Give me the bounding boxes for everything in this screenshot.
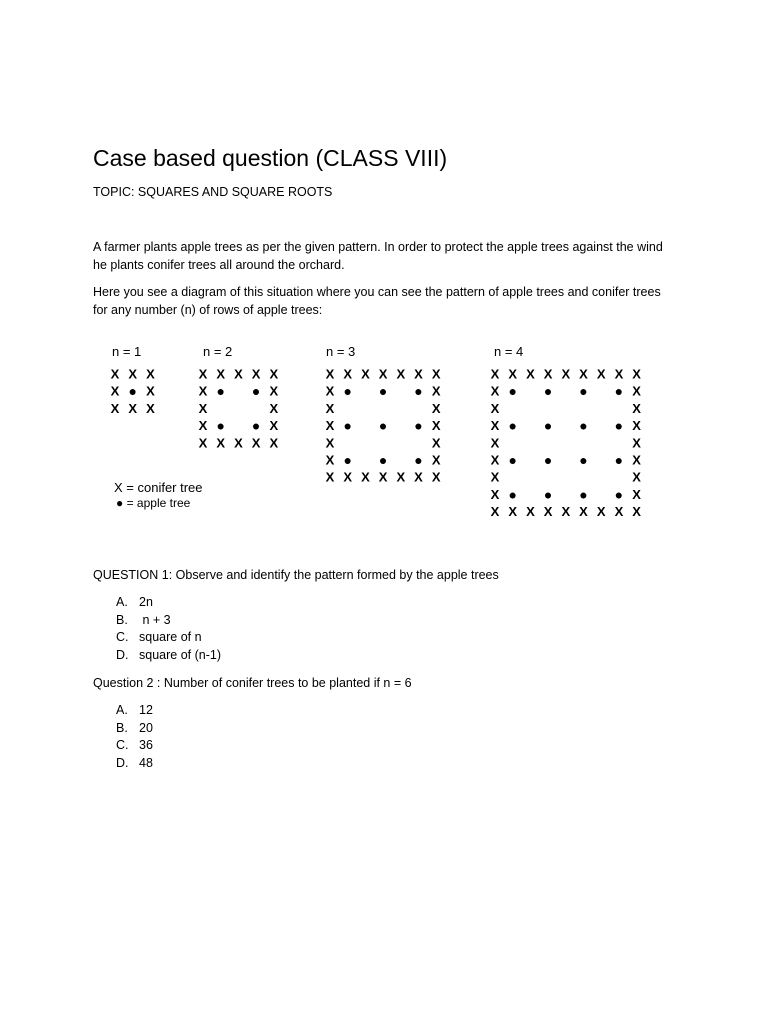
conifer-tree-mark: X: [110, 400, 120, 416]
intro-paragraph: A farmer plants apple trees as per the given pattern. In order to protect the apple trees against the wind he plants conifer trees all around the orchard.: [93, 240, 663, 272]
conifer-tree-mark: X: [508, 366, 518, 382]
panel-label: n = 4: [494, 344, 524, 359]
conifer-tree-mark: X: [234, 366, 243, 382]
conifer-tree-mark: X: [632, 452, 641, 468]
apple-tree-mark: ●: [614, 486, 624, 503]
conifer-tree-mark: X: [632, 418, 641, 434]
conifer-tree-mark: X: [508, 504, 518, 520]
conifer-tree-mark: X: [561, 366, 571, 382]
conifer-tree-mark: X: [234, 435, 243, 451]
apple-tree-mark: ●: [543, 383, 553, 400]
question-2-options: [116, 702, 153, 772]
conifer-tree-mark: X: [269, 383, 279, 399]
question-2-text: Question 2 : Number of conifer trees to be planted if n = 6: [93, 676, 412, 690]
conifer-tree-mark: X: [490, 435, 500, 451]
apple-tree-mark: ●: [343, 383, 352, 400]
conifer-tree-mark: X: [343, 366, 353, 382]
option-letter: D.: [116, 647, 129, 662]
option-text: 20: [139, 720, 153, 735]
conifer-tree-mark: X: [198, 400, 208, 416]
conifer-tree-mark: X: [325, 452, 335, 468]
conifer-tree-mark: X: [614, 504, 624, 520]
conifer-tree-mark: X: [632, 366, 641, 382]
option-a: [116, 594, 221, 612]
conifer-tree-mark: X: [632, 504, 641, 520]
conifer-tree-mark: X: [490, 469, 500, 485]
apple-tree-mark: ●: [614, 417, 624, 434]
apple-tree-mark: ●: [614, 452, 624, 468]
conifer-tree-mark: X: [561, 504, 571, 520]
conifer-tree-mark: X: [146, 366, 155, 382]
option-d: [116, 647, 221, 665]
conifer-tree-mark: X: [343, 469, 353, 485]
conifer-tree-mark: X: [596, 366, 606, 382]
conifer-tree-mark: X: [361, 366, 370, 382]
conifer-tree-mark: X: [216, 435, 226, 451]
conifer-tree-mark: X: [431, 418, 441, 434]
conifer-tree-mark: X: [146, 383, 155, 399]
conifer-tree-mark: X: [198, 383, 208, 399]
tree-pattern-diagram: [100, 340, 645, 522]
panel-label: n = 3: [326, 344, 356, 359]
conifer-tree-mark: X: [269, 400, 279, 416]
conifer-tree-mark: X: [431, 435, 441, 451]
conifer-tree-mark: X: [632, 469, 641, 485]
option-text: n + 3: [139, 612, 171, 627]
option-letter: C.: [116, 630, 129, 644]
option-text: 2n: [139, 595, 153, 609]
apple-tree-mark: ●: [579, 417, 588, 434]
option-d: [116, 755, 153, 773]
conifer-tree-mark: X: [110, 383, 120, 399]
conifer-tree-mark: X: [490, 418, 500, 434]
conifer-tree-mark: X: [198, 435, 208, 451]
page-title: Case based question (CLASS VIII): [93, 145, 448, 171]
conifer-tree-mark: X: [579, 504, 588, 520]
conifer-tree-mark: X: [526, 504, 535, 520]
conifer-tree-mark: X: [596, 504, 606, 520]
conifer-tree-mark: X: [269, 366, 279, 382]
conifer-tree-mark: X: [269, 418, 279, 434]
conifer-tree-mark: X: [325, 469, 335, 485]
option-letter: C.: [116, 738, 129, 752]
option-letter: D.: [116, 755, 129, 770]
conifer-tree-mark: X: [378, 469, 388, 485]
conifer-tree-mark: X: [543, 366, 553, 382]
option-letter: A.: [116, 595, 128, 609]
apple-tree-mark: ●: [614, 383, 624, 400]
apple-tree-mark: ●: [378, 417, 388, 434]
apple-tree-mark: ●: [508, 452, 517, 468]
apple-tree-mark: ●: [579, 452, 588, 468]
conifer-tree-mark: X: [198, 418, 208, 434]
conifer-tree-mark: X: [490, 400, 500, 416]
diagram-legend: [114, 480, 203, 510]
apple-tree-mark: ●: [414, 452, 423, 468]
conifer-tree-mark: X: [632, 486, 641, 502]
conifer-tree-mark: X: [431, 452, 441, 468]
option-letter: A.: [116, 703, 128, 717]
pattern-panel-n3: [326, 344, 441, 485]
option-text: 12: [139, 703, 153, 717]
apple-tree-mark: ●: [343, 452, 352, 468]
panel-label: n = 1: [112, 344, 142, 359]
apple-tree-mark: ●: [543, 417, 553, 434]
conifer-tree-mark: X: [128, 400, 138, 416]
conifer-tree-mark: X: [216, 366, 226, 382]
conifer-tree-mark: X: [431, 400, 441, 416]
conifer-tree-mark: X: [490, 486, 500, 502]
option-text: 48: [139, 755, 153, 770]
option-b: [116, 720, 153, 738]
apple-tree-mark: ●: [251, 383, 261, 400]
option-letter: B.: [116, 720, 128, 735]
apple-tree-mark: ●: [508, 417, 517, 434]
apple-tree-mark: ●: [508, 383, 517, 400]
conifer-tree-mark: X: [632, 400, 641, 416]
conifer-tree-mark: X: [325, 400, 335, 416]
option-c: [116, 629, 221, 647]
conifer-tree-mark: X: [526, 366, 535, 382]
pattern-panel-n4: [491, 344, 642, 519]
conifer-tree-mark: X: [431, 366, 441, 382]
conifer-tree-mark: X: [361, 469, 370, 485]
apple-tree-mark: ●: [216, 383, 225, 400]
apple-tree-mark: ●: [378, 383, 388, 400]
pattern-panel-n1: [111, 344, 155, 416]
conifer-tree-mark: X: [269, 435, 279, 451]
conifer-tree-mark: X: [614, 366, 624, 382]
conifer-tree-mark: X: [490, 383, 500, 399]
legend-apple: ● = apple tree: [116, 496, 191, 510]
option-b: [116, 612, 221, 630]
conifer-tree-mark: X: [414, 366, 423, 382]
conifer-tree-mark: X: [325, 418, 335, 434]
legend-conifer: X = conifer tree: [114, 480, 203, 495]
apple-tree-mark: ●: [343, 417, 352, 434]
conifer-tree-mark: X: [431, 383, 441, 399]
conifer-tree-mark: X: [325, 366, 335, 382]
apple-tree-mark: ●: [579, 383, 588, 400]
conifer-tree-mark: X: [490, 452, 500, 468]
apple-tree-mark: ●: [543, 452, 553, 468]
option-letter: B.: [116, 612, 128, 627]
option-text: square of n: [139, 630, 202, 644]
apple-tree-mark: ●: [508, 486, 517, 503]
conifer-tree-mark: X: [198, 366, 208, 382]
option-a: [116, 702, 153, 720]
conifer-tree-mark: X: [251, 435, 261, 451]
apple-tree-mark: ●: [216, 417, 225, 434]
conifer-tree-mark: X: [325, 383, 335, 399]
conifer-tree-mark: X: [396, 469, 406, 485]
apple-tree-mark: ●: [378, 452, 388, 468]
conifer-tree-mark: X: [128, 366, 138, 382]
pattern-panel-n2: [199, 344, 279, 450]
conifer-tree-mark: X: [632, 435, 641, 451]
question-1-options: [116, 594, 221, 664]
conifer-tree-mark: X: [396, 366, 406, 382]
conifer-tree-mark: X: [490, 504, 500, 520]
conifer-tree-mark: X: [251, 366, 261, 382]
diagram-intro-paragraph: Here you see a diagram of this situation where you can see the pattern of apple trees and conifer trees for any number (n) of rows of apple trees:: [93, 285, 661, 317]
apple-tree-mark: ●: [414, 383, 423, 400]
conifer-tree-mark: X: [110, 366, 120, 382]
apple-tree-mark: ●: [414, 417, 423, 434]
apple-tree-mark: ●: [579, 486, 588, 503]
conifer-tree-mark: X: [543, 504, 553, 520]
apple-tree-mark: ●: [543, 486, 553, 503]
apple-tree-mark: ●: [251, 417, 261, 434]
conifer-tree-mark: X: [632, 383, 641, 399]
apple-tree-mark: ●: [128, 383, 137, 400]
question-1-text: QUESTION 1: Observe and identify the pattern formed by the apple trees: [93, 568, 499, 582]
conifer-tree-mark: X: [146, 400, 155, 416]
conifer-tree-mark: X: [325, 435, 335, 451]
option-text: 36: [139, 738, 153, 752]
conifer-tree-mark: X: [490, 366, 500, 382]
option-c: [116, 737, 153, 755]
panel-label: n = 2: [203, 344, 233, 359]
topic-line: TOPIC: SQUARES AND SQUARE ROOTS: [93, 185, 333, 199]
conifer-tree-mark: X: [378, 366, 388, 382]
option-text: square of (n-1): [139, 647, 221, 662]
conifer-tree-mark: X: [414, 469, 423, 485]
conifer-tree-mark: X: [431, 469, 441, 485]
conifer-tree-mark: X: [579, 366, 588, 382]
